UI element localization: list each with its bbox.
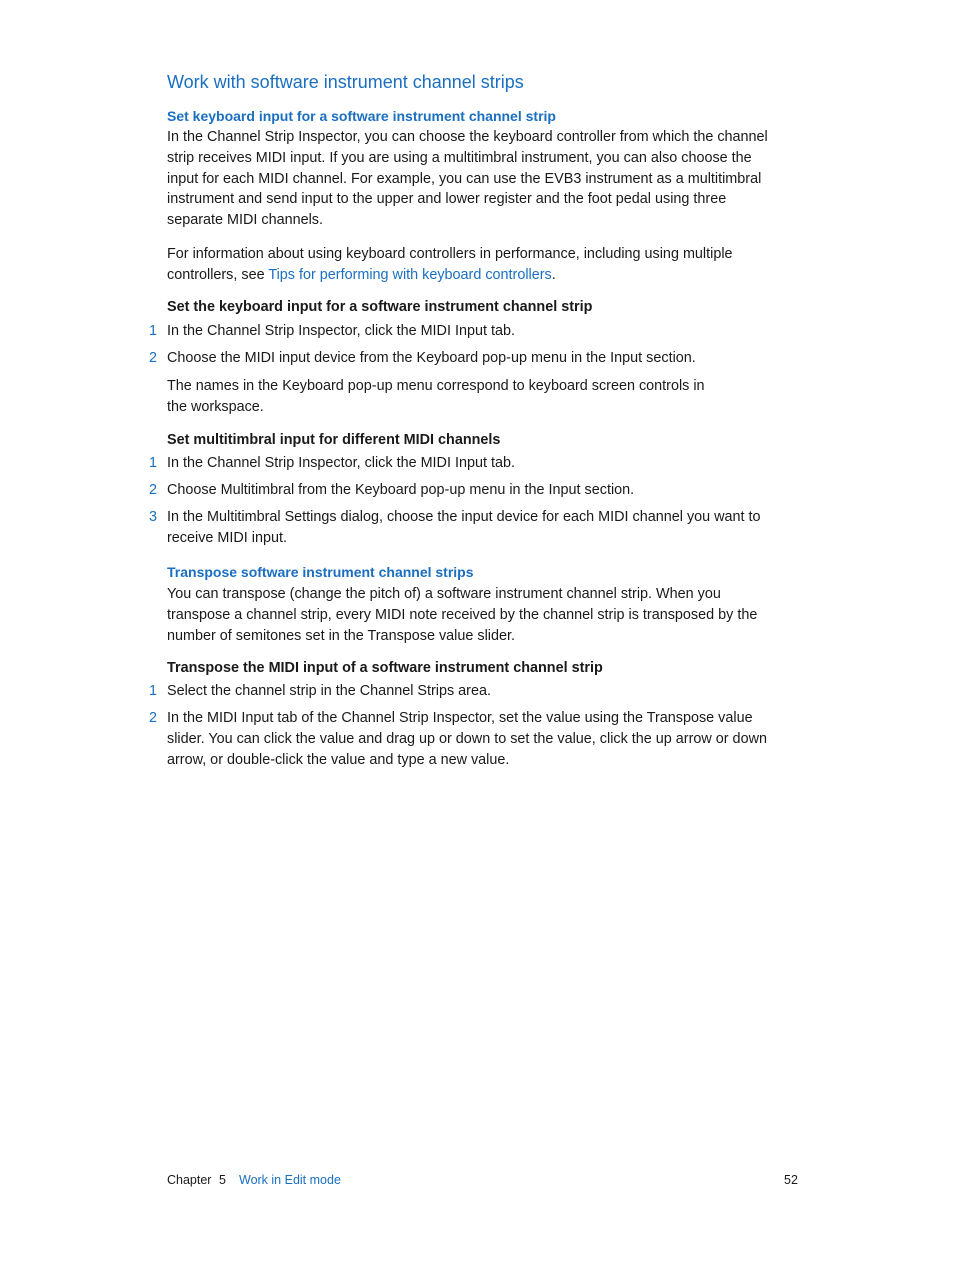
page-number: 52 [784, 1173, 798, 1187]
paragraph-transpose-intro: You can transpose (change the pitch of) a software instrument channel strip. When you transpose a channel strip, every MIDI note received by the channel strip is transposed by the number of semitones set in the Transpose value slider. [167, 586, 758, 644]
paragraph-keyboard-intro: In the Channel Strip Inspector, you can choose the keyboard controller from which the channel strip receives MIDI input. If you are using a multitimbral instrument, you can also choose the input for each MIDI channel. For example, you can use the EVB3 instrument as a multitimbral instrument and send input to the upper and lower register and the foot pedal using three separate MIDI channels. [167, 129, 768, 229]
footer-chapter-number: 5 [219, 1173, 226, 1187]
tips-keyboard-controllers-link[interactable]: Tips for performing with keyboard controllers [268, 266, 552, 283]
task-title-keyboard-input: Set the keyboard input for a software instrument channel strip [167, 299, 593, 315]
step-text: In the Channel Strip Inspector, click the MIDI Input tab. [167, 323, 515, 339]
step-text: Choose the MIDI input device from the Keyboard pop-up menu in the Input section. [167, 350, 696, 366]
step-text: In the Channel Strip Inspector, click the MIDI Input tab. [167, 455, 515, 471]
footer-chapter-link[interactable]: Work in Edit mode [239, 1173, 341, 1187]
task-title-multitimbral: Set multitimbral input for different MIDI channels [167, 432, 501, 448]
paragraph-text: For information about using keyboard controllers in performance, including using multiple controllers, see [167, 246, 733, 283]
subsection-heading-transpose: Transpose software instrument channel strips [167, 564, 474, 580]
paragraph-text-end: . [551, 266, 556, 283]
step-number: 1 [148, 683, 157, 699]
step-text: In the MIDI Input tab of the Channel Strip Inspector, set the value using the Transpose value slider. You can click the value and drag up or down to set the value, click the up arrow or down arrow, or double-click the value and type a new value. [167, 710, 767, 768]
step-number: 1 [148, 323, 157, 339]
paragraph-keyboard-info [167, 244, 787, 286]
step-number: 2 [148, 350, 157, 366]
step-text: Select the channel strip in the Channel Strips area. [167, 683, 491, 699]
step-text: In the Multitimbral Settings dialog, choose the input device for each MIDI channel you want to receive MIDI input. [167, 509, 761, 546]
step-number: 1 [148, 455, 157, 471]
step-number: 2 [148, 482, 157, 498]
footer-chapter-label: Chapter [167, 1173, 212, 1187]
step-text: Choose Multitimbral from the Keyboard pop-up menu in the Input section. [167, 482, 635, 498]
step-number: 2 [148, 710, 157, 726]
task-title-transpose: Transpose the MIDI input of a software instrument channel strip [167, 660, 603, 676]
subsection-heading-keyboard-input: Set keyboard input for a software instrument channel strip [167, 108, 556, 124]
step-note: The names in the Keyboard pop-up menu correspond to keyboard screen controls in the workspace. [167, 378, 705, 415]
step-number: 3 [148, 509, 157, 525]
section-title: Work with software instrument channel strips [167, 72, 524, 92]
